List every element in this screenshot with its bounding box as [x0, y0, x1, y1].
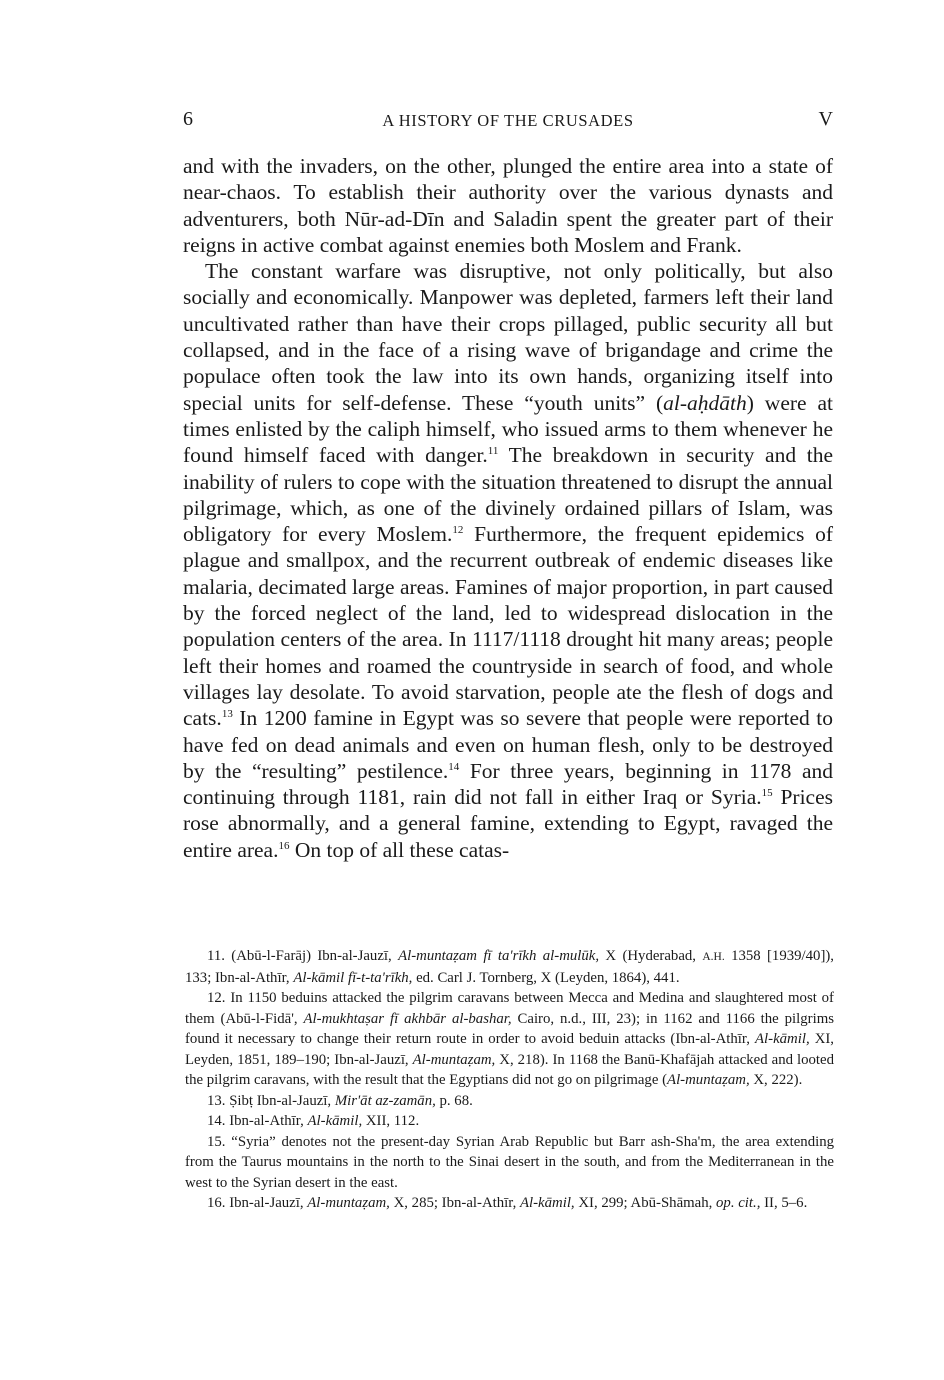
- footnote-15: 15. “Syria” denotes not the present-day Syrian Arab Republic but Barr ash-Sha'm, the area extending from the Taurus mountains in the north to the Sinai desert in the south, and from the Mediterranean in the west to the Syrian desert in the east.: [185, 1133, 834, 1191]
- footnote-14: 14. Ibn-al-Athīr, Al-kāmil, XII, 112.: [207, 1113, 420, 1129]
- paragraph-1: and with the invaders, on the other, plunged the entire area into a state of near-chaos. To establish their authority over the various dynasts and adventurers, both Nūr-ad-Dīn and Saladin spent the greater part of their reigns in active combat against enemies both Moslem and Frank.: [183, 154, 833, 257]
- footnote-ref-14[interactable]: 14: [448, 760, 460, 773]
- footnote-ref-16[interactable]: 16: [278, 839, 290, 852]
- footnote-16: 16. Ibn-al-Jauzī, Al-muntaẓam, X, 285; Ibn-al-Athīr, Al-kāmil, XI, 299; Abū-Shāmah, op. cit., II, 5–6.: [207, 1195, 808, 1211]
- footnote-ref-15[interactable]: 15: [761, 786, 773, 799]
- main-text: [183, 153, 833, 863]
- footnote-11: 11. (Abū-l-Farāj) Ibn-al-Jauzī, Al-muntaẓam fī ta'rīkh al-mulūk, X (Hyderabad, A.H. 1358 [1939/40]), 133; Ibn-al-Athīr, Al-kāmil fī-t-ta'rīkh, ed. Carl J. Tornberg, X (Leyden, 1864), 441.: [185, 948, 834, 986]
- running-title: A HISTORY OF THE CRUSADES: [382, 111, 634, 130]
- footnote-ref-11[interactable]: 11: [487, 445, 499, 458]
- footnote-ref-12[interactable]: 12: [452, 524, 464, 536]
- running-header: [183, 108, 833, 138]
- footnote-13: 13. Ṣibṭ Ibn-al-Jauzī, Mir'āt az-zamān, p. 68.: [207, 1092, 473, 1109]
- footnote-ref-13[interactable]: 13: [221, 708, 233, 721]
- footnotes: [185, 946, 834, 1214]
- page-number: 6: [183, 108, 193, 130]
- footnote-12: 12. In 1150 beduins attacked the pilgrim caravans between Mecca and Medina and slaughtered most of them (Abū-l-Fidā', Al-mukhtaṣar fī akhbār al-bashar, Cairo, n.d., III, 23); in 1162 and 1166 the pilgrims found it necessary to change their return route in order to avoid beduin attacks (Ibn-al-Athīr, Al-kāmil, XI, Leyden, 1851, 189–190; Ibn-al-Jauzī, Al-muntaẓam, X, 218). In 1168 the Banū-Khafājah attacked and looted the pilgrim caravans, with the result that the Egyptians did not go on pilgrimage (Al-muntaẓam, X, 222).: [185, 990, 835, 1088]
- paragraph-2: The constant warfare was disruptive, not only politically, but also socially and economically. Manpower was depleted, farmers left their land uncultivated rather than have their crops pillaged, public security all but collapsed, and in the face of a rising wave of brigandage and crime the populace often took the law into its own hands, organizing itself into special units for self-defense. These “youth units” (al-aḥdāth) were at times enlisted by the caliph himself, who issued arms to them whenever he found himself faced with danger.$^{11}$ The breakdown in security and the inability of rulers to cope with the situation threatened to disrupt the annual pilgrimage, which, as one of the divinely ordained pillars of Islam, was obligatory for every Moslem.$^{12}$ Furthermore, the frequent epidemics of plague and smallpox, and the recurrent outbreak of endemic diseases like malaria, decimated large areas. Famines of major proportion, in part caused by the forced neglect of the land, led to widespread dislocation in the population centers of the area. In 1117/1118 drought hit many areas; people left their homes and roamed the countryside in search of food, and whole villages lay desolate. To avoid starvation, people ate the flesh of dogs and cats.$^{13}$ In 1200 famine in Egypt was so severe that people were reported to have fed on dead animals and even on human flesh, only to be destroyed by the “resulting” pestilence.$^{14}$ For three years, beginning in 1178 and continuing through 1181, rain did not fall in either Iraq or Syria.$^{15}$ Prices rose abnormally, and a general famine, extending to Egypt, ravaged the entire area.$^{16}$ On top of all these catas-: [183, 259, 834, 862]
- volume-number: V: [818, 108, 833, 130]
- term-al-ahdath: al-aḥdāth: [663, 390, 747, 415]
